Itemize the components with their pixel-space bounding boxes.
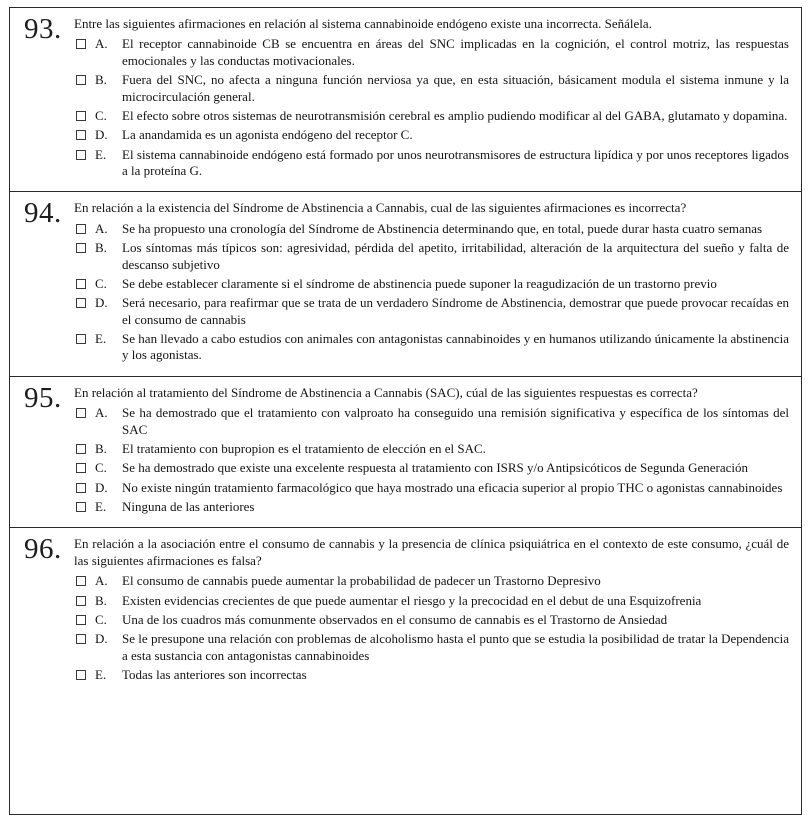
option-text: Fuera del SNC, no afecta a ninguna función nerviosa ya que, en esta situación, básicament modula el sistema inmune y la microcirculación general. [122, 72, 789, 104]
checkbox-icon[interactable] [76, 334, 86, 344]
option-text: Se le presupone una relación con problemas de alcoholismo hasta el punto que se estudia la posibilidad de tratar la Dependencia a esta sustancia con antagonistas cannabinoides [122, 631, 789, 663]
options-list [74, 405, 789, 515]
checkbox-icon[interactable] [76, 75, 86, 85]
checkbox-icon[interactable] [76, 224, 86, 234]
option-letter: A. [95, 36, 108, 52]
option-letter: D. [95, 127, 108, 143]
question-block-94 [10, 191, 801, 375]
answer-option-a [76, 221, 789, 237]
option-letter: D. [95, 479, 108, 495]
option-letter: A. [95, 405, 108, 421]
checkbox-icon[interactable] [76, 670, 86, 680]
question-block-96 [10, 527, 801, 695]
question-block-95 [10, 376, 801, 528]
option-letter: E. [95, 331, 107, 346]
option-text: El tratamiento con bupropion es el tratamiento de elección en el SAC. [122, 440, 486, 456]
options-list [74, 36, 789, 179]
answer-option-c [76, 612, 789, 628]
option-text: Se ha demostrado que el tratamiento con valproato ha conseguido una remisión significativa y específica de los síntomas del SAC [122, 405, 789, 437]
option-text: Se han llevado a cabo estudios con animales con antagonistas cannabinoides y en humanos utilizando únicamente la abstinencia y los agonistas. [122, 331, 789, 363]
checkbox-icon[interactable] [76, 502, 86, 512]
question-body [74, 384, 793, 519]
option-text: Una de los cuadros más comunmente observados en el consumo de cannabis es el Trastorno de Ansiedad [122, 611, 668, 627]
option-letter: D. [95, 295, 108, 311]
checkbox-icon[interactable] [76, 298, 86, 308]
option-letter: A. [95, 220, 108, 236]
option-text: Ninguna de las anteriores [122, 499, 255, 514]
answer-option-d [76, 127, 789, 143]
checkbox-icon[interactable] [76, 111, 86, 121]
option-letter: B. [95, 240, 107, 256]
answer-option-c [76, 276, 789, 292]
answer-option-a [76, 405, 789, 438]
answer-option-d [76, 631, 789, 664]
checkbox-icon[interactable] [76, 408, 86, 418]
answer-option-a [76, 36, 789, 69]
option-letter: E. [95, 499, 107, 514]
answer-option-c [76, 108, 789, 124]
question-stem: En relación al tratamiento del Síndrome de Abstinencia a Cannabis (SAC), cúal de las siguientes respuestas es correcta? [74, 384, 698, 400]
option-letter: C. [95, 275, 107, 291]
option-text: Se debe establecer claramente si el síndrome de abstinencia puede suponer la reagudización de un trastorno previo [122, 275, 717, 291]
option-text: Todas las anteriores son incorrectas [122, 667, 307, 682]
page-frame [9, 7, 802, 815]
answer-option-e [76, 499, 789, 515]
answer-option-b [76, 72, 789, 105]
option-letter: B. [95, 440, 107, 456]
option-letter: D. [95, 631, 108, 647]
checkbox-icon[interactable] [76, 444, 86, 454]
options-list [74, 573, 789, 683]
option-text: Existen evidencias crecientes de que puede aumentar el riesgo y la precocidad en el debut de una Esquizofrenia [122, 592, 702, 608]
option-letter: C. [95, 611, 107, 627]
option-text: Será necesario, para reafirmar que se trata de un verdadero Síndrome de Abstinencia, demostrar que puede provocar recaídas en el consumo de cannabis [122, 295, 789, 327]
answer-option-a [76, 573, 789, 589]
option-text: El consumo de cannabis puede aumentar la probabilidad de padecer un Trastorno Depresivo [122, 573, 601, 589]
question-stem: En relación a la existencia del Síndrome de Abstinencia a Cannabis, cual de las siguientes afirmaciones es incorrecta? [74, 200, 687, 216]
checkbox-icon[interactable] [76, 615, 86, 625]
answer-option-e [76, 667, 789, 683]
question-number: 96. [24, 533, 62, 566]
checkbox-icon[interactable] [76, 150, 86, 160]
checkbox-icon[interactable] [76, 576, 86, 586]
question-block-93 [10, 8, 801, 191]
checkbox-icon[interactable] [76, 243, 86, 253]
question-number: 95. [24, 381, 62, 414]
answer-option-e [76, 331, 789, 364]
answer-option-e [76, 147, 789, 180]
answer-option-b [76, 593, 789, 609]
checkbox-icon[interactable] [76, 634, 86, 644]
checkbox-icon[interactable] [76, 483, 86, 493]
option-text: La anandamida es un agonista endógeno del receptor C. [122, 127, 413, 143]
option-letter: C. [95, 107, 107, 123]
option-text: El receptor cannabinoide CB se encuentra en áreas del SNC implicadas en la cognición, el control motriz, las respuestas emocionales y las conductas motivacionales. [122, 36, 789, 68]
answer-option-b [76, 240, 789, 273]
answer-option-d [76, 295, 789, 328]
answer-option-b [76, 441, 789, 457]
question-stem: Entre las siguientes afirmaciones en relación al sistema cannabinoide endógeno existe una incorrecta. Señálela. [74, 16, 652, 31]
question-stem: En relación a la asociación entre el consumo de cannabis y la presencia de clínica psiquiátrica en el contexto de este consumo, ¿cuál de las siguientes afirmaciones es falsa? [74, 536, 789, 568]
checkbox-icon[interactable] [76, 130, 86, 140]
option-letter: E. [95, 146, 107, 162]
checkbox-icon[interactable] [76, 596, 86, 606]
option-text: No existe ningún tratamiento farmacológico que haya mostrado una eficacia superior al propio THC o agonistas cannabinoides [122, 479, 783, 495]
answer-option-d [76, 480, 789, 496]
checkbox-icon[interactable] [76, 39, 86, 49]
question-number: 94. [24, 197, 62, 230]
option-letter: B. [95, 72, 107, 88]
question-number: 93. [24, 13, 62, 45]
option-letter: E. [95, 667, 107, 682]
option-letter: C. [95, 460, 107, 476]
option-text: Se ha propuesto una cronología del Síndrome de Abstinencia determinando que, en total, puede durar hasta cuatro semanas [122, 220, 763, 236]
question-body [74, 15, 793, 182]
checkbox-icon[interactable] [76, 279, 86, 289]
option-text: Se ha demostrado que existe una excelente respuesta al tratamiento con ISRS y/o Antipsicóticos de Segunda Generación [122, 460, 748, 476]
option-text: Los síntomas más típicos son: agresividad, pérdida del apetito, irritabilidad, alteración de la arquitectura del sueño y falta de descanso subjetivo [122, 240, 789, 272]
option-text: El efecto sobre otros sistemas de neurotransmisión cerebral es amplio pudiendo modificar al del GABA, glutamato y dopamina. [122, 107, 788, 123]
checkbox-icon[interactable] [76, 463, 86, 473]
options-list [74, 221, 789, 364]
question-body [74, 199, 793, 366]
question-body [74, 535, 793, 686]
answer-option-c [76, 460, 789, 476]
option-text: El sistema cannabinoide endógeno está formado por unos neurotransmisores de estructura lipídica y por unos receptores ligados a la proteína G. [122, 146, 789, 178]
option-letter: B. [95, 592, 107, 608]
option-letter: A. [95, 573, 108, 589]
